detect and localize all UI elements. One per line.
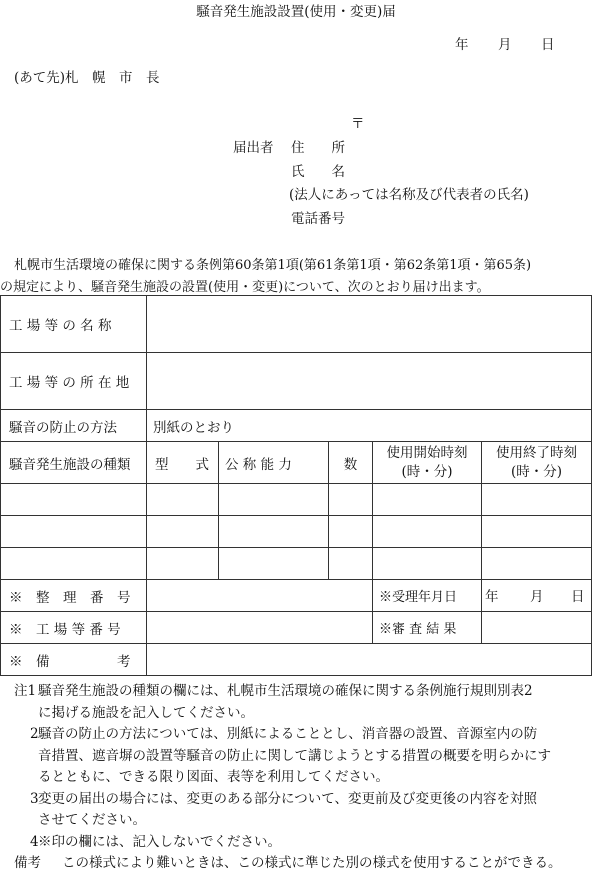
factory-location-field[interactable] — [147, 353, 592, 410]
count-cell[interactable] — [329, 548, 373, 580]
count-cell[interactable] — [329, 516, 373, 548]
received-date-label: ※受理年月日 — [373, 580, 482, 612]
intro-line-2: の規定により、騒音発生施設の設置(使用・変更)について、次のとおり届け出ます。 — [0, 280, 490, 295]
facility-type-cell[interactable] — [1, 548, 147, 580]
start-time-header-line-2: (時・分) — [401, 463, 453, 480]
factory-name-label: 工 場 等 の 名 称 — [1, 296, 147, 353]
applicant-label: 届出者 — [233, 140, 274, 156]
applicant-corp-note: (法人にあっては名称及び代表者の氏名) — [289, 187, 529, 203]
notification-table — [0, 295, 592, 676]
applicant-phone-label: 電話番号 — [291, 211, 345, 227]
model-cell[interactable] — [147, 548, 219, 580]
review-result-label: ※審 査 結 果 — [373, 612, 482, 644]
end-time-cell[interactable] — [482, 484, 592, 516]
received-year-label: 年 — [485, 588, 499, 605]
note-3-number: 3 — [30, 790, 39, 807]
start-time-cell[interactable] — [373, 516, 482, 548]
note-2-number: 2 — [30, 726, 39, 742]
prevention-method-value: 別紙のとおり — [147, 410, 592, 442]
postal-mark: 〒 — [351, 116, 365, 132]
capacity-cell[interactable] — [219, 548, 329, 580]
facility-row — [1, 516, 592, 548]
bikou — [0, 853, 592, 875]
facility-type-label: 騒音発生施設の種類 — [1, 442, 147, 484]
page-title: 騒音発生施設設置(使用・変更)届 — [196, 4, 396, 20]
date-year-label: 年 — [455, 37, 469, 53]
capacity-header: 公 称 能 力 — [219, 442, 329, 484]
factory-number-label: ※ 工 場 等 番 号 — [1, 612, 147, 644]
start-time-header-line-1: 使用開始時刻 — [386, 444, 468, 461]
facility-row — [1, 548, 592, 580]
remarks-field — [147, 644, 592, 676]
facility-type-cell[interactable] — [1, 516, 147, 548]
prevention-method-label: 騒音の防止の方法 — [1, 410, 147, 442]
date-day-label: 日 — [541, 37, 555, 53]
factory-number-field — [147, 612, 373, 644]
end-time-cell[interactable] — [482, 548, 592, 580]
date-month-label: 月 — [498, 37, 512, 53]
start-time-header — [373, 442, 482, 484]
received-month-label: 月 — [530, 588, 544, 605]
end-time-cell[interactable] — [482, 516, 592, 548]
received-day-label: 日 — [571, 588, 585, 605]
capacity-cell[interactable] — [219, 484, 329, 516]
note-2-line-3: るとともに、できる限り図面、表等を利用してください。 — [38, 769, 389, 785]
count-header: 数 — [329, 442, 373, 484]
remarks-label: ※ 備 考 — [1, 644, 147, 676]
ref-number-label: ※ 整 理 番 号 — [1, 580, 147, 612]
start-time-cell[interactable] — [373, 548, 482, 580]
note-3 — [0, 789, 592, 832]
intro-line-1: 札幌市生活環境の確保に関する条例第60条第1項(第61条第1項・第62条第1項・第65条) — [14, 258, 532, 273]
facility-row — [1, 484, 592, 516]
note-3-line-2: させてください。 — [38, 812, 146, 828]
end-time-header-line-1: 使用終了時刻 — [496, 444, 578, 461]
note-1 — [0, 681, 592, 724]
factory-location-label: 工 場 等 の 所 在 地 — [1, 353, 147, 410]
model-header: 型 式 — [147, 442, 219, 484]
note-2-line-2: 音措置、遮音塀の設置等騒音の防止に関して講じようとする措置の概要を明らかにす — [38, 747, 551, 764]
facility-type-cell[interactable] — [1, 484, 147, 516]
bikou-text: この様式により難いときは、この様式に準じた別の様式を使用することができる。 — [62, 855, 562, 871]
received-date-field — [482, 580, 592, 612]
note-4-line-1: ※印の欄には、記入しないでください。 — [38, 833, 281, 850]
note-4-number: 4 — [30, 833, 39, 850]
note-1-line-1: 騒音発生施設の種類の欄には、札幌市生活環境の確保に関する条例施行規則別表2 — [38, 683, 533, 699]
note-1-line-2: に掲げる施設を記入してください。 — [38, 704, 254, 721]
start-time-cell[interactable] — [373, 484, 482, 516]
end-time-header-line-2: (時・分) — [511, 463, 563, 480]
addressee: (あて先)札 幌 市 長 — [14, 70, 160, 86]
review-result-field — [482, 612, 592, 644]
note-2-line-1: 騒音の防止の方法については、別紙によることとし、消音器の設置、音源室内の防 — [38, 726, 538, 742]
model-cell[interactable] — [147, 516, 219, 548]
count-cell[interactable] — [329, 484, 373, 516]
applicant-name-label: 氏 名 — [291, 164, 345, 180]
applicant-address-label: 住 所 — [291, 140, 345, 156]
note-2 — [0, 724, 592, 789]
note-3-line-1: 変更の届出の場合には、変更のある部分について、変更前及び変更後の内容を対照 — [38, 790, 537, 807]
ref-number-field — [147, 580, 373, 612]
model-cell[interactable] — [147, 484, 219, 516]
note-4 — [0, 832, 592, 854]
capacity-cell[interactable] — [219, 516, 329, 548]
bikou-label: 備考 — [14, 855, 41, 871]
end-time-header — [482, 442, 592, 484]
factory-name-field[interactable] — [147, 296, 592, 353]
notes-section — [0, 681, 592, 875]
note-1-number: 注1 — [14, 683, 37, 699]
